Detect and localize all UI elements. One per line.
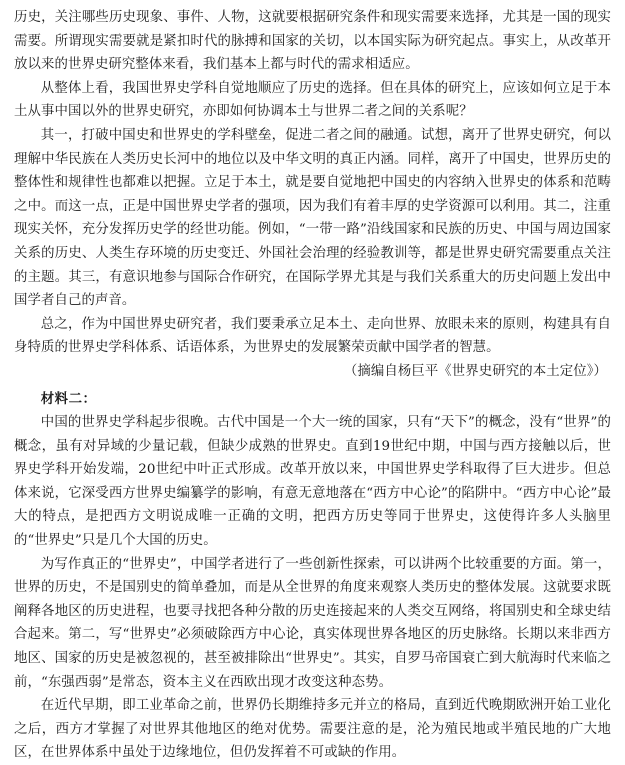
material-one-paragraph-overview: 从整体上看，我国世界史学科自觉地顺应了历史的选择。但在具体的研究上，应该如何立足于本土从事中国以外的世界史研究，亦即如何协调本土与世界二者之间的关系呢？ (14, 80, 611, 120)
material-one-paragraph-continued: 历史，关注哪些历史现象、事件、人物，这就要根据研究条件和现实需要来选择，尤其是一国的现实需要。所谓现实需要就是紧扣时代的脉搏和国家的关切，以本国实际为研究起点。事实上，从改革开放以来的世界史研究整体来看，我们基本上都与时代的需求相适应。 (14, 10, 611, 73)
material-one-paragraph-conclusion: 总之，作为中国世界史研究者，我们要秉承立足本土、走向世界、放眼未来的原则，构建具有自身特质的世界史学科体系、话语体系，为世界史的发展繁荣贡献中国学者的智慧。 (14, 316, 611, 356)
document-page (14, 6, 611, 765)
material-two-paragraph-early-modern: 在近代早期，即工业革命之前，世界仍长期维持多元并立的格局，直到近代晚期欧洲开始工业化之后，西方才掌握了对世界其他地区的绝对优势。需要注意的是，沦为殖民地或半殖民地的广大地区，在世界体系中虽处于边缘地位，但仍发挥着不可或缺的作用。 (14, 698, 611, 761)
material-one-source-citation: （摘编自杨巨平《世界史研究的本土定位》） (343, 363, 607, 379)
material-two-paragraph-origins: 中国的世界史学科起步很晚。古代中国是一个大一统的国家，只有“天下”的概念，没有“世界”的概念，虽有对异域的少量记载，但缺少成熟的世界史。直到19世纪中期，中国与西方接触以后，世界史学科开始发端，20世纪中叶正式形成。改革开放以来，中国世界史学科取得了巨大进步。但总体来说，它深受西方世界史编纂学的影响，有意无意地落在“西方中心论”的陷阱中。“西方中心论”最大的特点，是把西方文明说成唯一正确的文明，把西方历史等同于世界史，这使得许多人头脑里的“世界史”只是几个大国的历史。 (14, 415, 611, 549)
material-two-heading: 材料二： (40, 391, 97, 407)
material-one-paragraph-approaches: 其一，打破中国史和世界史的学科壁垒，促进二者之间的融通。试想，离开了世界史研究，何以理解中华民族在人类历史长河中的地位以及中华文明的真正内涵。同样，离开了中国史，世界历史的整体性和规律性也都难以把握。立足于本土，就是要自觉地把中国史的内容纳入世界史的体系和范畴之中。而这一点，正是中国世界史学者的强项，因为我们有着丰厚的史学资源可以利用。其二，注重现实关怀，充分发挥历史学的经世功能。例如，“一带一路”沿线国家和民族的历史、中国与周边国家关系的历史、人类生存环境的历史变迁、外国社会治理的经验教训等，都是世界史研究需要重点关注的主题。其三，有意识地参与国际合作研究，在国际学界尤其是与我们关系重大的历史问题上发出中国学者自己的声音。 (14, 127, 611, 309)
material-two-paragraph-explorations: 为写作真正的“世界史”，中国学者进行了一些创新性探索，可以讲两个比较重要的方面。第一，世界的历史，不是国别史的简单叠加，而是从全世界的角度来观察人类历史的整体发展。这就要求既阐释各地区的历史进程，也要寻找把各种分散的历史连接起来的人类交互网络，将国别史和全球史结合起来。第二，写“世界史”必须破除西方中心论，真实体现世界各地区的历史脉络。长期以来非西方地区、国家的历史是被忽视的，甚至被排除出“世界史”。其实，自罗马帝国衰亡到大航海时代来临之前，“东强西弱”是常态，资本主义在西欧出现才改变这种态势。 (14, 556, 611, 690)
